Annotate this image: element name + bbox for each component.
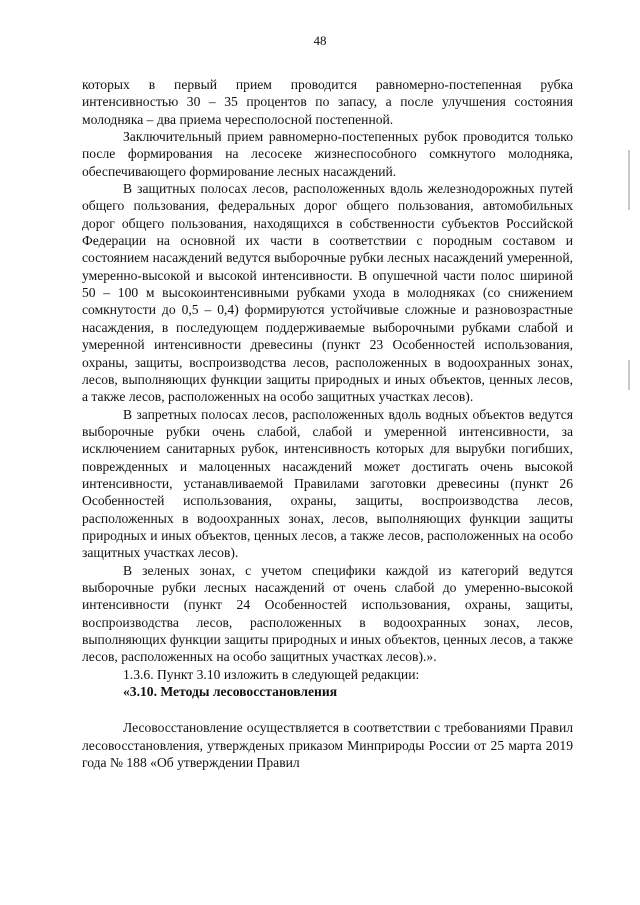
- section-heading: «3.10. Методы лесовосстановления: [123, 684, 338, 700]
- page-number: 48: [313, 33, 327, 48]
- paragraph-amendment: 1.3.6. Пункт 3.10 изложить в следующей редакции:: [123, 666, 420, 682]
- paragraph-green-zones: В зеленых зонах, с учетом специфики каждой из категорий ведутся выборочные рубки лесных насаждений от очень слабой до умеренно-высокой интенсивности (пункт 24 Особенностей использования, охраны, защиты, воспроизводства лесов, расположенных в водоохранных зонах, лесов, выполняющих функции защиты природных и иных объектов, ценных лесов, а также лесов, расположенных на особо защитных участках лесов).».: [82, 562, 573, 665]
- document-body: [82, 76, 573, 771]
- paragraph-continuation: которых в первый прием проводится равномерно-постепенная рубка интенсивностью 30 – 35 процентов по запасу, а после улучшения состояния молодняка – два приема чересполосной постепенной.: [82, 77, 573, 127]
- scan-edge-mark: [628, 360, 630, 390]
- blank-line: [82, 700, 573, 719]
- paragraph-reforestation: Лесовосстановление осуществляется в соответствии с требованиями Правил лесовосстановления, утвержденых приказом Минприроды России от 25 марта 2019 года № 188 «Об утверждении Правил: [82, 720, 573, 771]
- paragraph-protective-strips: В защитных полосах лесов, расположенных вдоль железнодорожных путей общего пользования, федеральных дорог общего пользования, автомобильных дорог общего пользования, находящихся в собственности субъектов Российской Федерации на основной их части в соответствии с породным составом и состоянием насаждений ведутся выборочные рубки лесных насаждений умеренной, умеренно-высокой и высокой интенсивности. В опушечной части полос шириной 50 – 100 м высокоинтенсивными рубками ухода в молодняках (со снижением сомкнутости до 0,5 – 0,4) формируются устойчивые сложные и разновозрастные насаждения, в последующем поддерживаемые выборочными рубками слабой и умеренной интенсивности древесины (пункт 23 Особенностей использования, охраны, защиты, воспроизводства лесов, расположенных в водоохранных зонах, лесов, выполняющих функции защиты природных и иных объектов, ценных лесов, а также лесов, расположенных на особо защитных участках лесов).: [82, 181, 573, 405]
- scan-edge-mark: [628, 150, 630, 210]
- paragraph-final-felling: Заключительный прием равномерно-постепенных рубок проводится только после формирования на лесосеке жизнеспособного сомкнутого молодняка, обеспечивающего формирование лесных насаждений.: [82, 129, 573, 179]
- paragraph-restricted-strips: В запретных полосах лесов, расположенных вдоль водных объектов ведутся выборочные рубки очень слабой, слабой и умеренной интенсивности, за исключением санитарных рубок, интенсивность которых для вырубки погибших, поврежденных и малоценных насаждений может достигать очень высокой интенсивности, устанавливаемой Правилами заготовки древесины (пункт 26 Особенностей использования, охраны, защиты, воспроизводства лесов, расположенных в водоохранных зонах, лесов, выполняющих функции защиты природных и иных объектов, ценных лесов, а также лесов, расположенных на особо защитных участках лесов).: [82, 406, 573, 561]
